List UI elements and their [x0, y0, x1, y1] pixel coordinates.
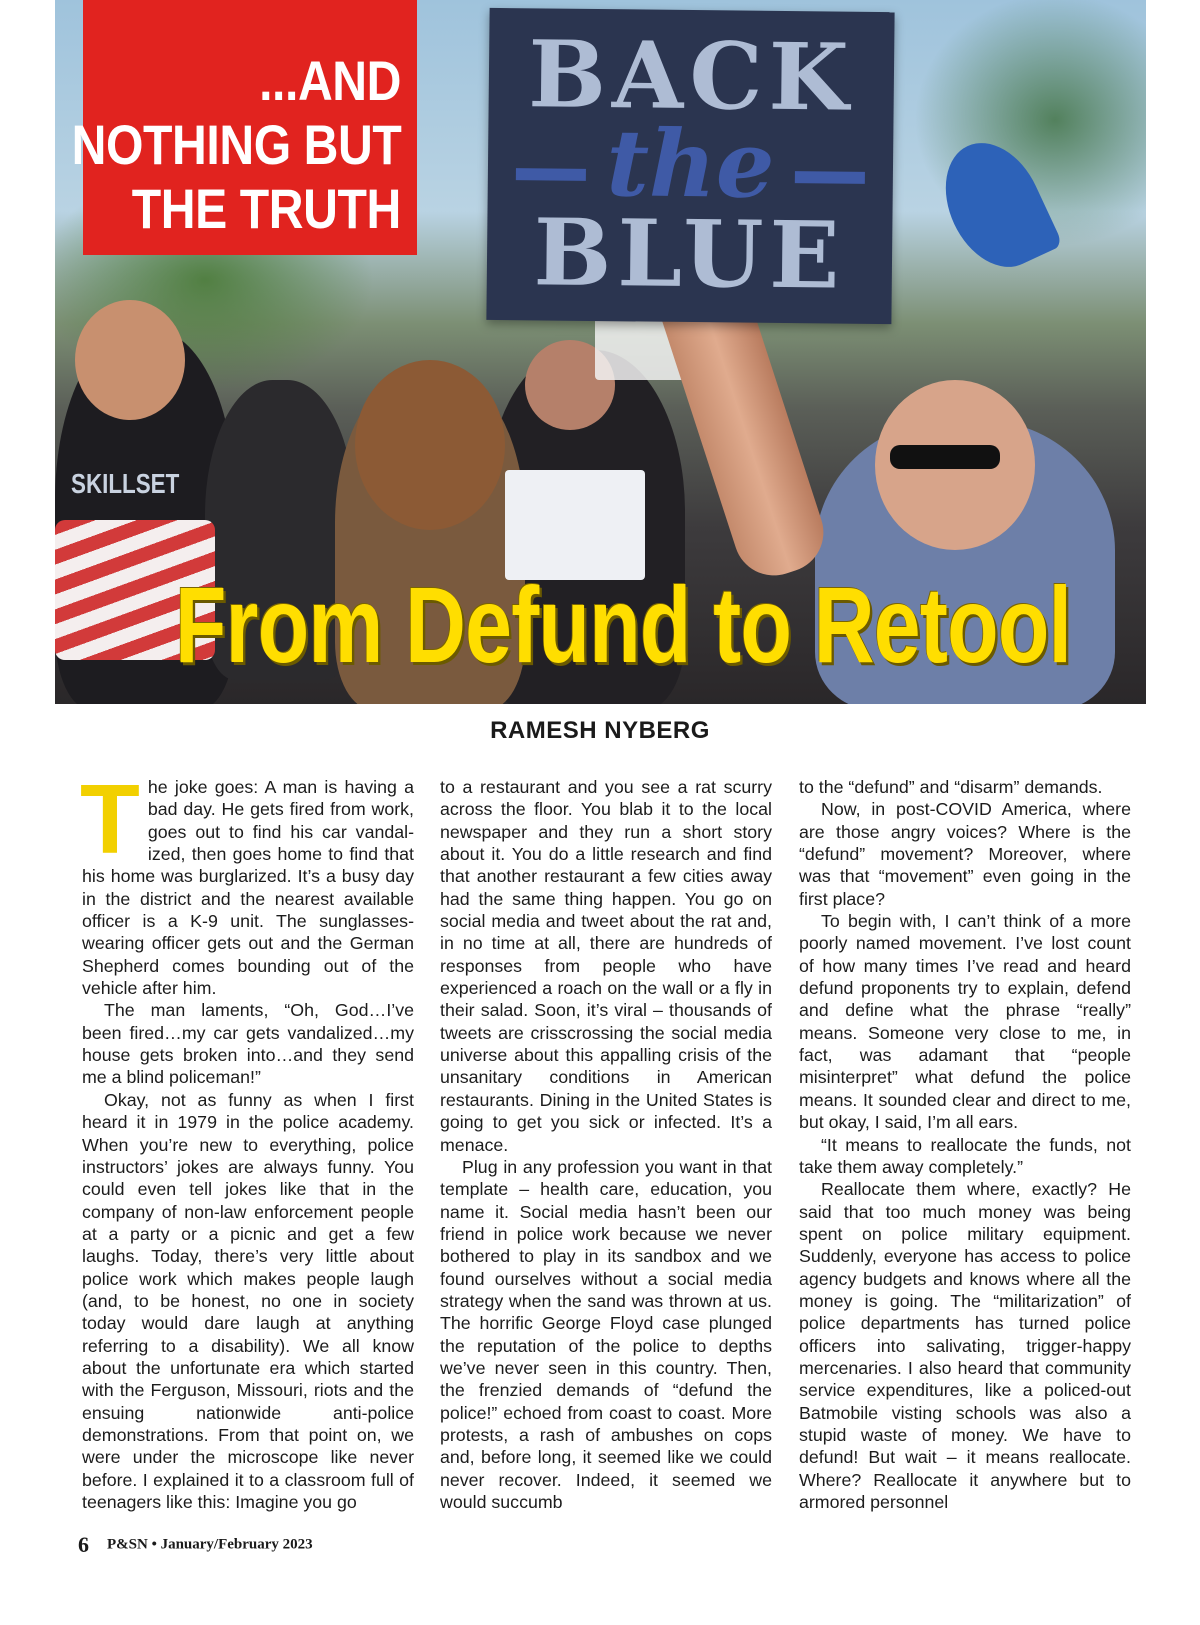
page-number: 6: [78, 1532, 89, 1557]
kicker-line-1: ...AND: [259, 49, 401, 112]
crowd-figure: [75, 300, 185, 420]
sign-word-the: the: [605, 109, 776, 219]
paragraph: The man laments, “Oh, God…I’ve been fired…my car gets vandalized…my house gets broken into…and they send me a blind policeman!”: [82, 1000, 414, 1088]
sunglasses: [890, 445, 1000, 469]
author-byline: RAMESH NYBERG: [490, 717, 710, 744]
article-column-3: [799, 776, 1131, 1536]
paragraph: Now, in post-COVID America, where are those angry voices? Where is the “defund” movement? Moreover, where was that “movement” even going in the first place?: [799, 799, 1131, 909]
kicker-line-3: THE TRUTH: [131, 177, 401, 240]
back-the-blue-sign: [486, 8, 894, 324]
paragraph: he joke goes: A man is having a bad day. He gets fired from work, goes out to find his car vandalized, then goes home to find that his home was burglarized. It’s a busy day in the district and the nearest available officer is a K-9 unit. The sunglasses-wearing officer gets out and the German Shepherd comes bounding out of the vehicle after him.: [82, 777, 414, 999]
hero-photo: [55, 0, 1146, 704]
article-headline: From Defund to Retool: [175, 564, 1072, 685]
article-column-2: [440, 776, 772, 1536]
sign-word-back: BACK: [527, 20, 856, 132]
sign-word-blue: BLUE: [533, 198, 847, 310]
paragraph: To begin with, I can’t think of a more poorly named movement. I’ve lost count of how many times I’ve read and heard defund proponents try to explain, defend and define what the phrase “really” means. Someone very close to me, in fact, was adamant that “people misinterpret” what defund the police means. It sounded clear and direct to me, but okay, I said, I’m all ears.: [799, 911, 1131, 1133]
blue-heart-sign: [927, 127, 1064, 283]
paragraph: Plug in any profession you want in that template – health care, education, you name it. Social media hasn’t been our friend in police work because we never bothered to play in its sandbox and we found ourselves without a social media strategy when the sand was thrown at us. The horrific George Floyd case plunged the reputation of the police to depths we’ve never seen in this country. Then, the frenzied demands of “defund the police!” echoed from coast to coast. More protests, a rash of ambushes on cops and, before long, it seemed like we could never recover. Indeed, it seemed we would succumb: [440, 1156, 772, 1512]
shirt-print: SKILLSET: [71, 468, 180, 499]
publication-folio: P&SN • January/February 2023: [107, 1536, 313, 1553]
paragraph: to a restaurant and you see a rat scurry across the floor. You blab it to the local newspaper and they run a short story about it. You do a little research and find that another restaurant a few cities away had the same thing happen. You go on social media and tweet about the rat and, in no time at all, there are hundreds of responses from people who have experienced a roach on the wall or a fly in their salad. Soon, it’s viral – thousands of tweets are crisscrossing the social media universe about this appalling crisis of the unsanitary conditions in American restaurants. Dining in the United States is going to get you sick or infected. It’s a menace.: [440, 777, 772, 1155]
paragraph: Okay, not as funny as when I first heard it in 1979 in the police academy. When you’re new to everything, police instructors’ jokes are always funny. You could even tell jokes like that in the company of non-law enforcement people at a party or a picnic and get a few laughs. Today, there’s very little about police work which makes people laugh (and, to be honest, no one in society today would dare laugh at anything referring to a disability). We all know about the unfortunate era which started with the Ferguson, Missouri, riots and the ensuing nationwide anti-police demonstrations. From that point on, we were under the microscope like never before. I explained it to a classroom full of teenagers like this: Imagine you go: [82, 1089, 414, 1512]
article-column-1: [80, 764, 414, 1536]
crowd-figure: [355, 360, 505, 530]
paragraph: Reallocate them where, exactly? He said that too much money was being spent on police military equipment. Suddenly, everyone has access to police agency budgets and knows where all the money is going. The “militarization” of police departments has turned police officers into salivating, trigger-happy mercenaries. I also heard that community service expenditures, like a policed-out Batmobile visting schools was also a stupid waste of money. We have to defund! But wait – it means reallocate. Where? Reallocate it anywhere but to armored personnel: [799, 1179, 1131, 1512]
drop-cap: T: [80, 764, 140, 874]
page-footer: [78, 1532, 313, 1558]
section-kicker: [71, 0, 417, 255]
kicker-line-2: NOTHING BUT: [71, 113, 401, 176]
paragraph: “It means to reallocate the funds, not take them away completely.”: [799, 1134, 1131, 1177]
paragraph: to the “defund” and “disarm” demands.: [799, 777, 1103, 797]
